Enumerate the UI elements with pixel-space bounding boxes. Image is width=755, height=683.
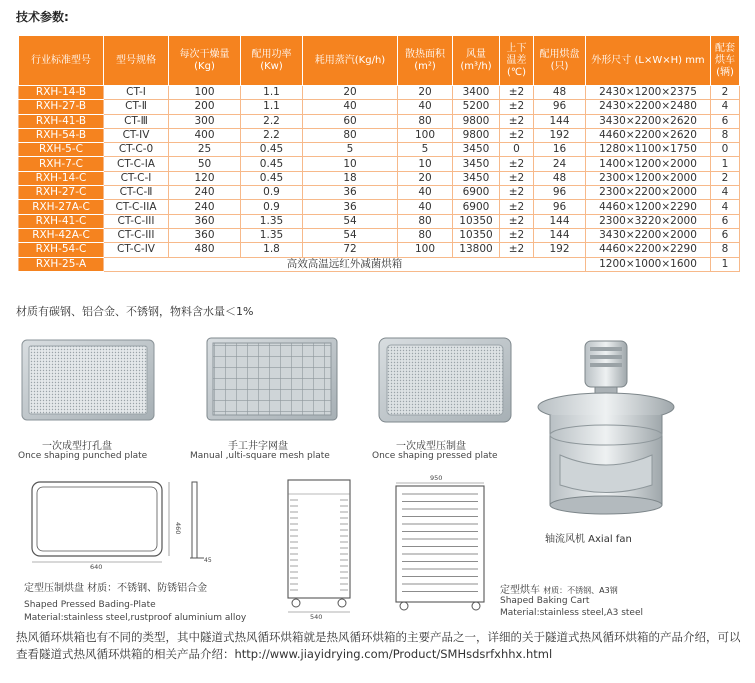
table-cell: 48 [534, 171, 586, 185]
table-cell: ±2 [500, 243, 534, 257]
footer-text: 热风循环烘箱也有不同的类型，其中隧道式热风循环烘箱就是热风循环烘箱的主要产品之一，详细的关于隧道式热风循环烘箱的产品介绍，可以查看隧道式热风循环烘箱的相关产品介绍： [16, 630, 741, 661]
table-cell: 6 [711, 228, 740, 242]
table-cell: 192 [534, 243, 586, 257]
table-cell: 144 [534, 114, 586, 128]
pressed-plate-drawing-caption-cn: 定型压制烘盘 材质：不锈钢、防锈铝合金 [24, 583, 208, 594]
table-cell: 96 [534, 186, 586, 200]
table-cell: CT-C-0 [104, 143, 169, 157]
table-cell: 0.45 [241, 143, 303, 157]
table-cell: 13800 [453, 243, 500, 257]
table-cell: 480 [169, 243, 241, 257]
table-cell: ±2 [500, 86, 534, 100]
table-cell: 96 [534, 200, 586, 214]
table-cell-model: RXH-27-C [19, 186, 104, 200]
table-cell: 54 [303, 214, 398, 228]
table-cell: CT-C-III [104, 214, 169, 228]
table-cell: 50 [169, 157, 241, 171]
table-row [19, 214, 740, 228]
spec-heading: 技术参数: [16, 10, 69, 24]
cart-front-drawing [280, 472, 362, 620]
table-cell: CT-C-IA [104, 157, 169, 171]
table-cell: ±2 [500, 228, 534, 242]
axial-fan-caption: 轴流风机 Axial fan [545, 534, 632, 545]
table-cell: CT-C-Ⅱ [104, 186, 169, 200]
table-cell: 192 [534, 128, 586, 142]
table-cell: 3450 [453, 157, 500, 171]
table-row [19, 243, 740, 257]
table-row [19, 114, 740, 128]
table-cell: 8 [711, 128, 740, 142]
table-cell: 2300×3220×2000 [586, 214, 711, 228]
table-cell: 18 [303, 171, 398, 185]
plate-thickness-dim: 45 [204, 557, 212, 564]
table-cell: 3450 [453, 171, 500, 185]
table-header-cell: 耗用蒸汽(Kg/h) [303, 36, 398, 86]
table-cell: 6900 [453, 186, 500, 200]
table-cell: 2.2 [241, 114, 303, 128]
table-cell: 144 [534, 214, 586, 228]
table-cell: 36 [303, 200, 398, 214]
table-cell: 100 [398, 128, 453, 142]
table-cell: 1 [711, 257, 740, 271]
table-cell: 60 [303, 114, 398, 128]
table-cell: 0 [500, 143, 534, 157]
table-cell-model: RXH-7-C [19, 157, 104, 171]
table-row-special [19, 257, 740, 271]
table-cell-model: RXH-27A-C [19, 200, 104, 214]
table-cell: 5 [303, 143, 398, 157]
table-cell: 54 [303, 228, 398, 242]
table-cell: 36 [303, 186, 398, 200]
table-cell: ±2 [500, 100, 534, 114]
table-cell: ±2 [500, 128, 534, 142]
punched-plate-image [18, 336, 158, 424]
table-cell: 40 [398, 200, 453, 214]
table-cell: 6 [711, 114, 740, 128]
table-cell: 4460×1200×2290 [586, 200, 711, 214]
table-cell: CT-Ⅲ [104, 114, 169, 128]
cart-top-dim: 950 [430, 474, 443, 482]
table-cell: CT-Ⅱ [104, 100, 169, 114]
table-cell: 10 [303, 157, 398, 171]
table-header-cell: 每次干燥量 (Kg) [169, 36, 241, 86]
table-header-row [19, 36, 740, 86]
table-header-cell: 配用烘盘 (只) [534, 36, 586, 86]
mesh-plate-caption-cn: 手工井字网盘 [228, 441, 288, 452]
table-cell: 10350 [453, 228, 500, 242]
table-cell: 40 [398, 186, 453, 200]
table-cell-model: RXH-27-B [19, 100, 104, 114]
table-cell: ±2 [500, 200, 534, 214]
table-cell: 20 [398, 171, 453, 185]
table-cell: 5 [398, 143, 453, 157]
table-cell: 10350 [453, 214, 500, 228]
table-cell: ±2 [500, 214, 534, 228]
table-cell: 10 [398, 157, 453, 171]
table-cell: 80 [398, 214, 453, 228]
table-cell: 3430×2200×2620 [586, 114, 711, 128]
table-cell: 300 [169, 114, 241, 128]
table-cell: 360 [169, 228, 241, 242]
table-cell: 48 [534, 86, 586, 100]
table-cell: 4 [711, 100, 740, 114]
table-cell: 2430×2200×2480 [586, 100, 711, 114]
table-cell: 4460×2200×2290 [586, 243, 711, 257]
table-row [19, 157, 740, 171]
table-cell: 2 [711, 86, 740, 100]
table-header-cell: 风量 (m³/h) [453, 36, 500, 86]
table-row [19, 186, 740, 200]
pressed-plate-drawing [24, 478, 229, 570]
axial-fan-image [530, 335, 680, 520]
table-cell: 2430×1200×2375 [586, 86, 711, 100]
table-cell: 100 [169, 86, 241, 100]
table-row [19, 228, 740, 242]
table-cell: 240 [169, 200, 241, 214]
cart-base-dim: 540 [310, 613, 323, 620]
table-cell: 9800 [453, 128, 500, 142]
table-cell: 1.35 [241, 214, 303, 228]
table-row [19, 128, 740, 142]
table-header-cell: 配用功率 (Kw) [241, 36, 303, 86]
spec-table [18, 35, 740, 272]
table-cell: 4 [711, 200, 740, 214]
footer-paragraph [16, 629, 741, 663]
pressed-plate-image [375, 334, 515, 426]
table-cell: CT-Ⅰ [104, 86, 169, 100]
table-cell: 5200 [453, 100, 500, 114]
table-cell: 16 [534, 143, 586, 157]
cart-rack-drawing [390, 472, 490, 612]
table-cell: 1200×1000×1600 [586, 257, 711, 271]
table-cell: 2.2 [241, 128, 303, 142]
table-cell: 96 [534, 100, 586, 114]
footer-link[interactable]: http://www.jiayidrying.com/Product/SMHsdsrfxhhx.html [234, 647, 553, 661]
table-cell: 1 [711, 157, 740, 171]
table-cell-description: 高效高温远红外减菌烘箱 [104, 257, 586, 271]
cart-caption-title: 定型烘车 [500, 585, 540, 596]
table-cell: 144 [534, 228, 586, 242]
table-cell-model: RXH-14-B [19, 86, 104, 100]
plate-width-dim: 640 [90, 563, 103, 570]
table-cell: 360 [169, 214, 241, 228]
table-cell: 3450 [453, 143, 500, 157]
table-cell: 9800 [453, 114, 500, 128]
table-cell: 3400 [453, 86, 500, 100]
table-cell: 1.1 [241, 100, 303, 114]
table-cell: 72 [303, 243, 398, 257]
mesh-plate-image [203, 334, 341, 424]
table-cell: 400 [169, 128, 241, 142]
table-cell: ±2 [500, 171, 534, 185]
table-cell: 40 [398, 100, 453, 114]
table-header-cell: 上下 温差 (℃) [500, 36, 534, 86]
pressed-plate-drawing-caption-en2: Material:stainless steel,rustproof aluminium alloy [24, 613, 247, 623]
table-cell: 40 [303, 100, 398, 114]
table-cell: 1.8 [241, 243, 303, 257]
table-cell-model: RXH-41-B [19, 114, 104, 128]
table-cell-model: RXH-5-C [19, 143, 104, 157]
table-body [19, 86, 740, 272]
table-cell: 4460×2200×2620 [586, 128, 711, 142]
table-header-cell: 配套 烘车 (辆) [711, 36, 740, 86]
table-cell-model: RXH-54-B [19, 128, 104, 142]
table-cell: 200 [169, 100, 241, 114]
table-cell: 20 [398, 86, 453, 100]
table-cell-model: RXH-41-C [19, 214, 104, 228]
table-cell: 0.9 [241, 186, 303, 200]
punched-plate-caption-cn: 一次成型打孔盘 [42, 441, 112, 452]
table-cell: 240 [169, 186, 241, 200]
table-cell-model: RXH-14-C [19, 171, 104, 185]
table-cell: 1.35 [241, 228, 303, 242]
table-cell: 6900 [453, 200, 500, 214]
table-cell: CT-IV [104, 128, 169, 142]
table-cell: 25 [169, 143, 241, 157]
material-note: 材质有碳钢、铝合金、不锈钢，物料含水量＜1% [16, 305, 254, 318]
punched-plate-caption-en: Once shaping punched plate [18, 451, 148, 461]
table-cell: CT-C-IIA [104, 200, 169, 214]
cart-caption-en1: Shaped Baking Cart [500, 596, 590, 606]
cart-caption-cn [500, 581, 618, 596]
table-cell: 6 [711, 214, 740, 228]
table-cell: CT-C-III [104, 228, 169, 242]
table-cell: 80 [303, 128, 398, 142]
table-cell: 4 [711, 186, 740, 200]
table-header-cell: 行业标准型号 [19, 36, 104, 86]
cart-caption-en2: Material:stainless steel,A3 steel [500, 608, 643, 618]
table-cell: 3430×2200×2000 [586, 228, 711, 242]
pressed-plate-drawing-caption-en1: Shaped Pressed Bading-Plate [24, 600, 156, 610]
table-cell: 2 [711, 171, 740, 185]
table-cell: 100 [398, 243, 453, 257]
table-cell-model: RXH-54-C [19, 243, 104, 257]
table-row [19, 86, 740, 100]
table-header-cell: 散热面积 (m²) [398, 36, 453, 86]
plate-height-dim: 460 [174, 522, 182, 535]
table-cell: 8 [711, 243, 740, 257]
table-header-cell: 外形尺寸 (L×W×H) mm [586, 36, 711, 86]
table-cell: 1280×1100×1750 [586, 143, 711, 157]
table-cell: CT-C-Ⅰ [104, 171, 169, 185]
table-cell: 0 [711, 143, 740, 157]
cart-caption-material: 材质：不锈钢、A3钢 [543, 586, 618, 595]
table-cell: 80 [398, 114, 453, 128]
table-cell: 80 [398, 228, 453, 242]
table-cell: 2300×2200×2000 [586, 186, 711, 200]
table-row [19, 143, 740, 157]
table-cell: ±2 [500, 157, 534, 171]
pressed-plate-caption-en: Once shaping pressed plate [372, 451, 498, 461]
table-cell: 0.9 [241, 200, 303, 214]
table-cell: 20 [303, 86, 398, 100]
table-cell: ±2 [500, 186, 534, 200]
table-cell: 24 [534, 157, 586, 171]
table-cell: 1400×1200×2000 [586, 157, 711, 171]
table-cell: 0.45 [241, 157, 303, 171]
table-row [19, 171, 740, 185]
table-cell: 2300×1200×2000 [586, 171, 711, 185]
table-header-cell: 型号规格 [104, 36, 169, 86]
pressed-plate-caption-cn: 一次成型压制盘 [396, 441, 466, 452]
table-cell-model: RXH-25-A [19, 257, 104, 271]
table-row [19, 100, 740, 114]
table-cell: ±2 [500, 114, 534, 128]
table-row [19, 200, 740, 214]
table-cell: 120 [169, 171, 241, 185]
table-cell: 1.1 [241, 86, 303, 100]
table-cell-model: RXH-42A-C [19, 228, 104, 242]
table-cell: CT-C-IV [104, 243, 169, 257]
table-cell: 0.45 [241, 171, 303, 185]
mesh-plate-caption-en: Manual ,ulti-square mesh plate [190, 451, 330, 461]
